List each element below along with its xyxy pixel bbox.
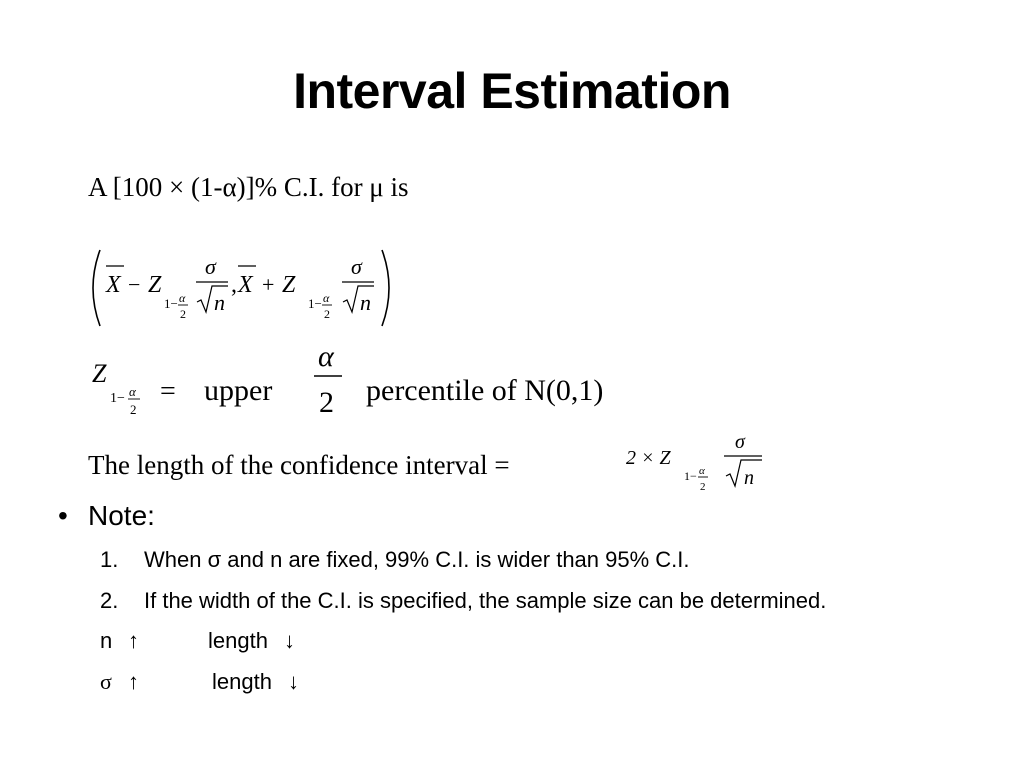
- z-subscript-two: 2: [180, 307, 186, 321]
- z-subscript-two-2: 2: [324, 307, 330, 321]
- left-paren: [93, 250, 100, 326]
- up-arrow-icon: ↑: [128, 669, 139, 694]
- z-symbol: Z: [148, 272, 162, 298]
- percentile-label: percentile of N(0,1): [366, 374, 604, 407]
- down-arrow-icon: ↓: [288, 669, 299, 694]
- note-label: Note:: [88, 500, 155, 531]
- arrow-row-n: [100, 628, 295, 654]
- n-symbol: n: [214, 290, 225, 315]
- sigma-symbol: σ: [735, 431, 745, 453]
- down-arrow-icon: ↓: [284, 628, 295, 653]
- ci-intro-text: A [100 × (1-α)]% C.I. for μ is: [88, 172, 409, 202]
- fraction-denominator: 2: [319, 386, 334, 419]
- z-subscript-alpha: α: [129, 384, 136, 399]
- z-subscript-one: 1−: [164, 296, 178, 311]
- minus-sign: −: [128, 272, 141, 297]
- sigma-symbol-2: σ: [351, 254, 362, 279]
- sigma-symbol: σ: [205, 254, 216, 279]
- comma: ,: [231, 272, 237, 298]
- ci-formula: [86, 246, 406, 330]
- xbar-symbol: X: [106, 272, 121, 298]
- list-number: 2.: [100, 588, 119, 613]
- list-number: 1.: [100, 547, 119, 572]
- list-text: If the width of the C.I. is specified, the sample size can be determined.: [144, 588, 827, 613]
- note-bullet: [58, 500, 155, 532]
- up-arrow-icon: ↑: [128, 628, 139, 653]
- z-subscript-alpha: α: [699, 465, 705, 477]
- n-symbol: n: [744, 467, 754, 489]
- xbar-symbol-2: X: [238, 272, 253, 298]
- z-symbol: Z: [92, 359, 107, 388]
- plus-sign: +: [262, 272, 275, 297]
- right-paren: [382, 250, 389, 326]
- z-subscript-two: 2: [130, 402, 137, 417]
- length-label: length: [208, 628, 268, 653]
- list-item: [100, 588, 826, 614]
- page-title: Interval Estimation: [293, 63, 731, 119]
- upper-label: upper: [204, 374, 273, 407]
- two-times-z: 2 × Z: [626, 447, 671, 469]
- fraction-numerator: α: [318, 340, 334, 373]
- z-subscript-one: 1−: [110, 391, 125, 406]
- list-text: When σ and n are fixed, 99% C.I. is wider than 95% C.I.: [144, 547, 690, 572]
- z-subscript-two: 2: [700, 481, 706, 493]
- list-item: [100, 547, 690, 573]
- equals-sign: =: [160, 376, 176, 407]
- bullet-dot: •: [58, 500, 68, 531]
- interval-length-text: The length of the confidence interval =: [88, 450, 510, 480]
- arrow-row-sigma: [100, 669, 299, 695]
- length-label: length: [212, 669, 272, 694]
- z-subscript-alpha-2: α: [323, 291, 330, 305]
- z-symbol-2: Z: [282, 272, 296, 298]
- n-symbol-2: n: [360, 290, 371, 315]
- z-definition: [86, 336, 686, 426]
- z-subscript-alpha: α: [179, 291, 186, 305]
- z-subscript-one: 1−: [684, 469, 697, 483]
- length-formula: [624, 428, 784, 498]
- sigma-symbol: σ: [100, 669, 112, 694]
- n-symbol: n: [100, 628, 113, 653]
- z-subscript-one-2: 1−: [308, 296, 322, 311]
